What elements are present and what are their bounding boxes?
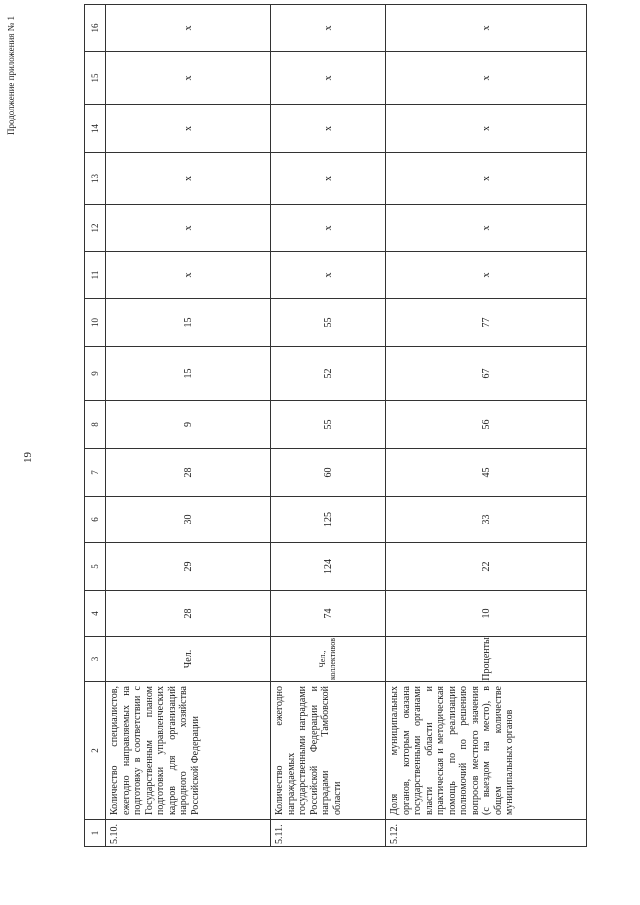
row-unit: Чел., коллективов <box>271 637 386 682</box>
value-cell: 56 <box>386 401 587 449</box>
value-cell: 55 <box>271 299 386 347</box>
value-cell: x <box>271 5 386 52</box>
header-cell: 5 <box>85 543 106 591</box>
value-cell: 45 <box>386 449 587 497</box>
header-cell: 2 <box>85 682 106 820</box>
value-cell: x <box>386 52 587 105</box>
row-description: Доля муниципальных органов, которым оказана государственными органами власти области и практическая и методическая помощь по реализации полномочий по решению вопросов местного значения (с выездом на место), в общем количестве муниципальных органов <box>386 682 587 820</box>
value-cell: x <box>386 5 587 52</box>
value-cell: 67 <box>386 347 587 401</box>
row-unit: Чел. <box>106 637 271 682</box>
header-cell: 15 <box>85 52 106 105</box>
value-cell: 52 <box>271 347 386 401</box>
value-cell: x <box>271 153 386 205</box>
header-cell: 6 <box>85 497 106 543</box>
value-cell: 77 <box>386 299 587 347</box>
value-cell: 55 <box>271 401 386 449</box>
value-cell: 22 <box>386 543 587 591</box>
header-cell: 12 <box>85 205 106 252</box>
value-cell: 74 <box>271 591 386 637</box>
header-cell: 1 <box>85 820 106 847</box>
header-cell: 13 <box>85 153 106 205</box>
row-id: 5.10. <box>106 820 271 847</box>
value-cell: 29 <box>106 543 271 591</box>
value-cell: 28 <box>106 591 271 637</box>
value-cell: x <box>271 252 386 299</box>
value-cell: 15 <box>106 299 271 347</box>
value-cell: 30 <box>106 497 271 543</box>
value-cell: x <box>106 52 271 105</box>
value-cell: x <box>106 205 271 252</box>
table-row <box>271 5 386 847</box>
value-cell: x <box>106 5 271 52</box>
value-cell: x <box>271 105 386 153</box>
value-cell: x <box>386 105 587 153</box>
indicators-table <box>84 4 587 847</box>
value-cell: 10 <box>386 591 587 637</box>
header-cell: 9 <box>85 347 106 401</box>
table-row <box>386 5 587 847</box>
header-cell: 7 <box>85 449 106 497</box>
value-cell: x <box>386 153 587 205</box>
header-cell: 16 <box>85 5 106 52</box>
value-cell: 33 <box>386 497 587 543</box>
header-cell: 4 <box>85 591 106 637</box>
value-cell: x <box>386 205 587 252</box>
header-cell: 10 <box>85 299 106 347</box>
table-row <box>106 5 271 847</box>
header-cell: 8 <box>85 401 106 449</box>
value-cell: 9 <box>106 401 271 449</box>
value-cell: x <box>106 153 271 205</box>
header-cell: 11 <box>85 252 106 299</box>
value-cell: x <box>386 252 587 299</box>
value-cell: 60 <box>271 449 386 497</box>
page-number: 19 <box>22 452 34 463</box>
header-cell: 14 <box>85 105 106 153</box>
continuation-label: Продолжение приложения № 1 <box>6 16 16 136</box>
row-id: 5.12. <box>386 820 587 847</box>
value-cell: x <box>271 52 386 105</box>
value-cell: 125 <box>271 497 386 543</box>
value-cell: x <box>106 105 271 153</box>
value-cell: 28 <box>106 449 271 497</box>
row-id: 5.11. <box>271 820 386 847</box>
row-description: Количество специалистов, ежегодно направляемых на подготовку в соответствии с Государственным планом подготовки управленческих кадров для организаций народного хозяйства Российской Федерации <box>106 682 271 820</box>
row-unit: Проценты <box>386 637 587 682</box>
header-row <box>85 5 106 847</box>
value-cell: 124 <box>271 543 386 591</box>
row-description: Количество ежегодно награждаемых государственными наградами Российской Федерации и наградами Тамбовской области <box>271 682 386 820</box>
value-cell: 15 <box>106 347 271 401</box>
header-cell: 3 <box>85 637 106 682</box>
value-cell: x <box>106 252 271 299</box>
value-cell: x <box>271 205 386 252</box>
